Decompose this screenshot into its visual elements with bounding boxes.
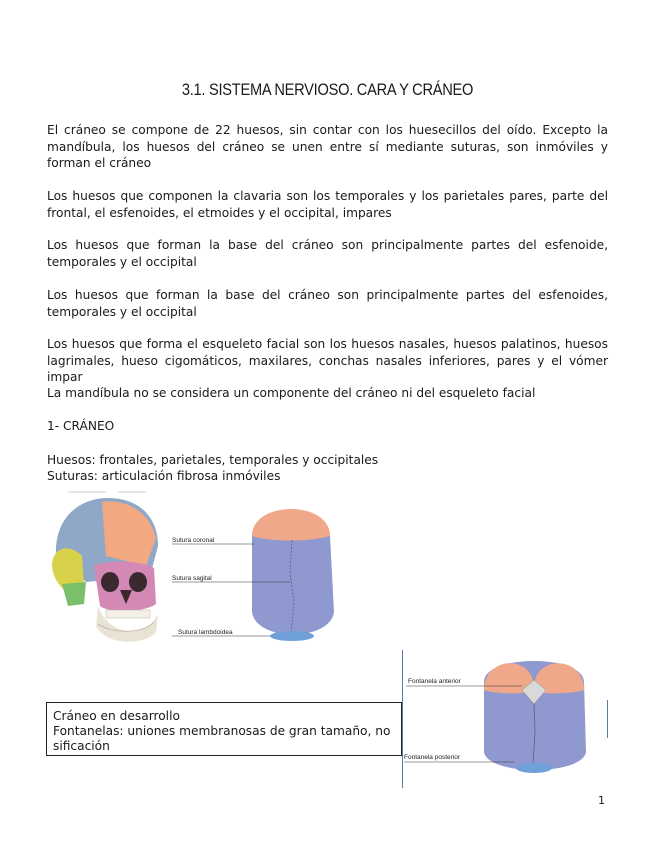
box-line-1: Cráneo en desarrollo [53, 709, 180, 723]
bones-line: Huesos: frontales, parietales, temporales y occipitales [47, 453, 379, 467]
page-title: 3.1. SISTEMA NERVIOSO. CARA Y CRÁNEO [181, 80, 474, 99]
paragraph-base-1: Los huesos que forman la base del cráneo son principalmente partes del esfenoide, temporales y el occipital [47, 238, 608, 269]
paragraph-facial: Los huesos que forma el esqueleto facial son los huesos nasales, huesos palatinos, huesos lagrimales, hueso cigomáticos, maxilares, conchas nasales inferiores, pares y el vómer impar [47, 337, 608, 384]
developing-skull-box [46, 702, 402, 756]
label-posterior-fontanelle: Fontanela posterior [404, 754, 461, 761]
page-number: 1 [598, 794, 605, 807]
figure-divider [402, 650, 403, 788]
figure-divider-right [607, 700, 608, 738]
paragraph-base-2: Los huesos que forman la base del cráneo son principalmente partes del esfenoides, temporales y el occipital [47, 288, 608, 319]
paragraph-mandible: La mandíbula no se considera un componente del cráneo ni del esqueleto facial [47, 386, 536, 400]
label-coronal: Sutura coronal [172, 537, 215, 544]
box-line-2: Fontanelas: uniones membranosas de gran tamaño, no sificación [53, 724, 391, 753]
skull-lateral-figure [46, 486, 166, 646]
label-lambdoid: Sutura lambdoidea [178, 629, 233, 636]
infant-skull-figure [404, 652, 606, 776]
paragraph-skull-intro: El cráneo se compone de 22 huesos, sin contar con los huesecillos del oído. Excepto la mandíbula, los huesos del cráneo se unen entre sí mediante suturas, son inmóviles y forman el cráneo [47, 123, 608, 170]
paragraph-calvaria: Los huesos que componen la clavaria son los temporales y los parietales pares, parte del frontal, el esfenoides, el etmoides y el occipital, impares [47, 189, 608, 220]
label-sagittal: Sutura sagital [172, 575, 212, 582]
skull-top-figure [170, 492, 370, 644]
section-heading: 1- CRÁNEO [47, 419, 115, 433]
sutures-line: Suturas: articulación fibrosa inmóviles [47, 469, 281, 483]
label-anterior-fontanelle: Fontanela anterior [408, 678, 461, 685]
